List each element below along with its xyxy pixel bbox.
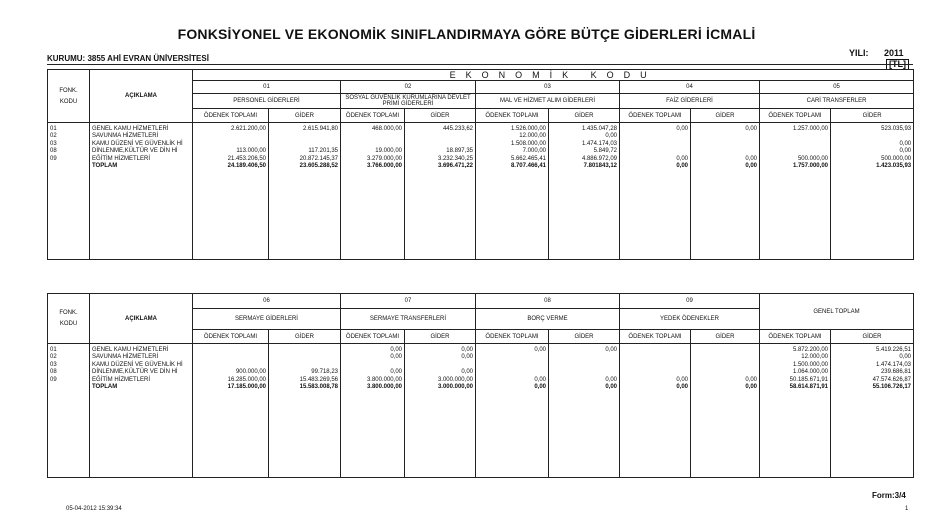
- economic-code-name: SERMAYE TRANSFERLERİ: [341, 309, 476, 330]
- description-value: KAMU DÜZENİ VE GÜVENLİK Hİ: [92, 140, 183, 147]
- amount-cell-value: 99.718,23: [311, 369, 338, 376]
- fonk-kodu-header: [48, 70, 90, 123]
- amount-cell-total: 0,00: [745, 383, 757, 390]
- year-label: YILI:: [849, 48, 869, 58]
- fonk-label: FONK.: [59, 87, 78, 94]
- amount-cell-total: 1.423.035,93: [876, 162, 912, 169]
- kodu-label: KODU: [59, 321, 78, 327]
- amount-cell-value: 113.000,00: [236, 148, 266, 155]
- amount-cell-value: [343, 141, 402, 148]
- fonk-code-value: 09: [50, 155, 57, 162]
- odenek-header: ÖDENEK TOPLAMI: [193, 109, 269, 123]
- amount-cell-value: [195, 347, 266, 354]
- description-value: GENEL KAMU HİZMETLERİ: [92, 126, 169, 132]
- description: [90, 123, 193, 260]
- amount-cell-value: [343, 133, 402, 140]
- amount-cell-total: 0,00: [745, 162, 757, 169]
- amount-cell-value: 0,00: [534, 376, 546, 383]
- amount-cell-value: 5.662.465,41: [510, 155, 546, 162]
- amount-cell-value: 0,00: [605, 376, 617, 383]
- amount-cell: [269, 123, 341, 260]
- amount-cell-value: 5.419.226,51: [875, 347, 911, 353]
- ekonomik-kodu-header: EKONOMİK KODU: [193, 70, 914, 81]
- amount-cell-value: [271, 133, 338, 140]
- economic-code-table-2: [47, 293, 914, 478]
- amount-cell: [691, 344, 760, 478]
- report-title: FONKSİYONEL VE EKONOMİK SINIFLANDIRMAYA GÖRE BÜTÇE GİDERLERİ İCMALİ: [177, 26, 756, 42]
- economic-code-name: MAL VE HİZMET ALIM GİDERLERİ: [476, 94, 620, 109]
- amount-cell-value: 0,00: [676, 376, 688, 383]
- fonk-code: [48, 123, 90, 260]
- odenek-header: ÖDENEK TOPLAMI: [476, 109, 549, 123]
- amount-cell-value: 468.000,00: [371, 126, 402, 132]
- amount-cell-value: [622, 148, 688, 155]
- amount-cell-total: 0,00: [534, 383, 546, 390]
- gider-header: GİDER: [831, 330, 914, 344]
- amount-cell: [549, 123, 620, 260]
- amount-cell-value: 1.257.000,00: [792, 126, 828, 132]
- description-value: EĞİTİM HİZMETLERİ: [92, 155, 151, 162]
- amount-cell-value: [478, 369, 546, 376]
- amount-cell-value: 445.233,62: [442, 126, 473, 132]
- amount-cell-value: [551, 369, 617, 376]
- fonk-code-value: 09: [50, 376, 57, 383]
- economic-code-name: BORÇ VERME: [476, 309, 620, 330]
- amount-cell-value: [762, 141, 828, 148]
- amount-cell-value: 1.500.000,00: [792, 361, 828, 368]
- amount-cell-value: [478, 362, 546, 369]
- amount-cell-value: 1.064.000,00: [792, 369, 828, 376]
- amount-cell-total: 0,00: [605, 383, 617, 390]
- amount-cell: [269, 344, 341, 478]
- amount-cell-total: 15.583.008,78: [299, 383, 338, 390]
- kodu-label: KODU: [59, 98, 78, 105]
- economic-code-09: 09: [620, 294, 760, 309]
- amount-cell-value: [622, 133, 688, 140]
- amount-cell-value: 500.000,00: [797, 155, 828, 162]
- description-value: SAVUNMA HİZMETLERİ: [92, 133, 159, 140]
- amount-cell-value: [271, 347, 338, 354]
- amount-cell-value: 3.000.000,00: [437, 376, 473, 383]
- amount-cell-value: [271, 362, 338, 369]
- amount-cell-value: [693, 362, 757, 369]
- amount-cell-value: 1.474.174,03: [581, 140, 617, 147]
- amount-cell-value: 0,00: [390, 369, 402, 376]
- amount-cell-value: [195, 141, 266, 148]
- amount-cell-value: 0,00: [899, 140, 912, 147]
- economic-code-name: SOSYAL GÜVENLİK KURUMLARINA DEVLET PRİMİ GİDERLERİ: [341, 94, 476, 109]
- amount-cell-total: 8.707.466,41: [510, 162, 546, 169]
- odenek-header: ÖDENEK TOPLAMI: [620, 330, 691, 344]
- economic-code-02: 02: [341, 81, 476, 94]
- gider-header: GİDER: [549, 109, 620, 123]
- amount-cell-value: [622, 141, 688, 148]
- fonk-kodu-header: [48, 294, 90, 344]
- amount-cell-value: 47.574.626,87: [872, 376, 911, 383]
- economic-code-01: 01: [193, 81, 341, 94]
- aciklama-header: AÇIKLAMA: [90, 70, 193, 123]
- economic-code-name: FAİZ GİDERLERİ: [620, 94, 760, 109]
- description: [90, 344, 193, 478]
- amount-cell-value: 16.285.000,00: [227, 376, 266, 383]
- gider-header: GİDER: [549, 330, 620, 344]
- amount-cell-total: 55.106.726,17: [872, 383, 911, 390]
- amount-cell-value: [343, 362, 402, 369]
- amount-cell-value: 0,00: [390, 354, 402, 361]
- amount-cell-value: 0,00: [461, 347, 473, 353]
- amount-cell-value: 15.483.269,56: [299, 376, 338, 383]
- amount-cell: [341, 123, 405, 260]
- odenek-header: ÖDENEK TOPLAMI: [193, 330, 269, 344]
- amount-cell-total: 0,00: [676, 383, 688, 390]
- amount-cell-value: [622, 369, 688, 376]
- amount-cell-total: 24.189.406,50: [227, 162, 266, 169]
- gider-header: GİDER: [691, 330, 760, 344]
- amount-cell-value: 19.000,00: [375, 148, 402, 155]
- amount-cell-value: [271, 141, 338, 148]
- fonk-code-value: 03: [50, 140, 57, 147]
- amount-cell: [193, 123, 269, 260]
- fonk-code-value: 03: [50, 361, 57, 368]
- amount-cell: [549, 344, 620, 478]
- amount-cell-value: 523.035,93: [881, 126, 912, 132]
- amount-cell-value: 3.232.340,25: [437, 155, 473, 162]
- amount-cell-value: [833, 133, 911, 140]
- amount-cell-value: 50.185.671,91: [789, 376, 828, 383]
- amount-cell: [691, 123, 760, 260]
- amount-cell-value: [693, 133, 757, 140]
- economic-code-03: 03: [476, 81, 620, 94]
- amount-cell-value: 0,00: [461, 369, 473, 376]
- amount-cell-value: 5.849,72: [593, 148, 617, 155]
- amount-cell-value: 0,00: [461, 354, 473, 361]
- amount-cell-value: 12.000,00: [801, 354, 828, 361]
- gider-header: GİDER: [831, 109, 914, 123]
- page-number: 1: [905, 506, 909, 512]
- fonk-code-value: 08: [50, 369, 57, 376]
- amount-cell-total: 3.000.000,00: [437, 383, 473, 390]
- amount-cell-value: 3.800.000,00: [366, 376, 402, 383]
- economic-code-08: 08: [476, 294, 620, 309]
- description-value: DİNLENME,KÜLTÜR VE DİN Hİ: [92, 148, 178, 155]
- amount-cell-value: [693, 141, 757, 148]
- amount-cell-value: [551, 354, 617, 361]
- economic-code-04: 04: [620, 81, 760, 94]
- amount-cell-value: 3.279.000,00: [366, 155, 402, 162]
- economic-code-table-1: [47, 69, 914, 260]
- gider-header: GİDER: [269, 109, 341, 123]
- odenek-header: ÖDENEK TOPLAMI: [760, 330, 831, 344]
- economic-code-name: YEDEK ÖDENEKLER: [620, 309, 760, 330]
- amount-cell: [405, 123, 476, 260]
- economic-code-07: 07: [341, 294, 476, 309]
- amount-cell-value: 0,00: [534, 347, 546, 353]
- amount-cell: [831, 123, 914, 260]
- amount-cell: [760, 344, 831, 478]
- gider-header: GİDER: [269, 330, 341, 344]
- amount-cell-total: 58.614.871,91: [789, 383, 828, 390]
- amount-cell-value: 1.435.047,28: [581, 126, 617, 132]
- amount-cell-value: [693, 347, 757, 354]
- amount-cell-total: 3.800.000,00: [366, 383, 402, 390]
- header-rule: [47, 64, 913, 65]
- genel-toplam-header: GENEL TOPLAM: [760, 294, 914, 330]
- amount-cell-value: 2.615.941,80: [302, 126, 338, 132]
- form-number: Form:3/4: [872, 491, 906, 500]
- amount-cell: [476, 123, 549, 260]
- amount-cell-value: 0,00: [605, 133, 617, 140]
- amount-cell-value: 500.000,00: [881, 155, 912, 162]
- fonk-code-value: 01: [50, 347, 57, 353]
- amount-cell-value: 239.686,81: [880, 369, 911, 376]
- amount-cell-value: [407, 362, 473, 369]
- amount-cell-value: [693, 148, 757, 155]
- odenek-header: ÖDENEK TOPLAMI: [476, 330, 549, 344]
- fonk-code-value: 02: [50, 133, 57, 140]
- amount-cell-value: [693, 369, 757, 376]
- gider-header: GİDER: [691, 109, 760, 123]
- amount-cell: [620, 123, 691, 260]
- year-value: 2011: [884, 48, 904, 58]
- amount-cell-value: 20.872.145,37: [299, 155, 338, 162]
- amount-cell-value: [551, 362, 617, 369]
- economic-code-05: 05: [760, 81, 914, 94]
- amount-cell-value: 0,00: [676, 126, 688, 132]
- amount-cell-value: [195, 133, 266, 140]
- fonk-code: [48, 344, 90, 478]
- odenek-header: ÖDENEK TOPLAMI: [620, 109, 691, 123]
- amount-cell-total: 7.801843,12: [583, 162, 617, 169]
- amount-cell-total: 1.757.000,00: [792, 162, 828, 169]
- economic-code-name: SERMAYE GİDERLERİ: [193, 309, 341, 330]
- amount-cell-total: 3.766.000,00: [366, 162, 402, 169]
- description-value: EĞİTİM HİZMETLERİ: [92, 376, 151, 383]
- description-value: KAMU DÜZENİ VE GÜVENLİK Hİ: [92, 361, 183, 368]
- odenek-header: ÖDENEK TOPLAMI: [341, 109, 405, 123]
- print-date: 05-04-2012 15:39:34: [66, 506, 122, 512]
- economic-code-name: CARİ TRANSFERLER: [760, 94, 914, 109]
- amount-cell-value: 1.474.174,03: [875, 361, 911, 368]
- amount-cell-value: [407, 141, 473, 148]
- amount-cell: [476, 344, 549, 478]
- amount-cell-value: [407, 133, 473, 140]
- amount-cell-value: 1.526.000,00: [510, 126, 546, 132]
- fonk-code-value: 02: [50, 354, 57, 361]
- fonk-code-value: 01: [50, 126, 57, 132]
- amount-cell-value: 0,00: [899, 354, 911, 361]
- amount-cell-value: 0,00: [745, 376, 757, 383]
- amount-cell: [405, 344, 476, 478]
- amount-cell-value: [693, 354, 757, 361]
- aciklama-header: AÇIKLAMA: [90, 294, 193, 344]
- amount-cell-value: 2.621.200,00: [230, 126, 266, 132]
- amount-cell: [620, 344, 691, 478]
- amount-cell-value: 12.000,00: [519, 133, 546, 140]
- amount-cell-value: 0,00: [390, 347, 402, 353]
- amount-cell: [193, 344, 269, 478]
- amount-cell-value: 900.000,00: [235, 369, 266, 376]
- currency-label: [TL]: [886, 59, 909, 70]
- amount-cell-value: [622, 347, 688, 354]
- odenek-header: ÖDENEK TOPLAMI: [760, 109, 831, 123]
- amount-cell-value: 0,00: [745, 155, 757, 162]
- amount-cell-value: 0,00: [745, 126, 757, 132]
- amount-cell: [341, 344, 405, 478]
- fonk-code-value: 08: [50, 148, 57, 155]
- amount-cell-value: 5.872.200,00: [792, 347, 828, 353]
- amount-cell-value: 21.453.206,50: [227, 155, 266, 162]
- fonk-label: FONK.: [59, 310, 78, 316]
- economic-code-06: 06: [193, 294, 341, 309]
- amount-cell-value: 0,00: [605, 347, 617, 353]
- amount-cell-value: 4.886.972,09: [581, 155, 617, 162]
- description-value: GENEL KAMU HİZMETLERİ: [92, 347, 169, 353]
- amount-cell: [760, 123, 831, 260]
- amount-cell-value: 117.201,35: [308, 148, 338, 155]
- amount-cell-value: [195, 362, 266, 369]
- amount-cell-total: 23.605.288,52: [299, 162, 338, 169]
- amount-cell-value: [271, 354, 338, 361]
- amount-cell-total: 0,00: [676, 162, 688, 169]
- gider-header: GİDER: [405, 109, 476, 123]
- amount-cell-value: [762, 148, 828, 155]
- institution-label: KURUMU: 3855 AHİ EVRAN ÜNİVERSİTESİ: [47, 54, 209, 63]
- description-value: DİNLENME,KÜLTÜR VE DİN Hİ: [92, 369, 178, 376]
- amount-cell: [831, 344, 914, 478]
- amount-cell-value: [622, 354, 688, 361]
- economic-code-name: PERSONEL GİDERLERİ: [193, 94, 341, 109]
- description-total: TOPLAM: [92, 383, 118, 390]
- amount-cell-value: [762, 133, 828, 140]
- description-total: TOPLAM: [92, 162, 118, 169]
- amount-cell-value: [478, 354, 546, 361]
- amount-cell-value: [195, 354, 266, 361]
- odenek-header: ÖDENEK TOPLAMI: [341, 330, 405, 344]
- description-value: SAVUNMA HİZMETLERİ: [92, 354, 159, 361]
- amount-cell-value: 1.508.000,00: [510, 140, 546, 147]
- amount-cell-value: 0,00: [676, 155, 688, 162]
- amount-cell-value: 18.897,35: [446, 148, 473, 155]
- amount-cell-total: 3.696.471,22: [437, 162, 473, 169]
- gider-header: GİDER: [405, 330, 476, 344]
- amount-cell-value: 0,00: [899, 148, 912, 155]
- amount-cell-value: [622, 362, 688, 369]
- amount-cell-total: 17.185.000,00: [227, 383, 266, 390]
- amount-cell-value: 7.000,00: [522, 148, 546, 155]
